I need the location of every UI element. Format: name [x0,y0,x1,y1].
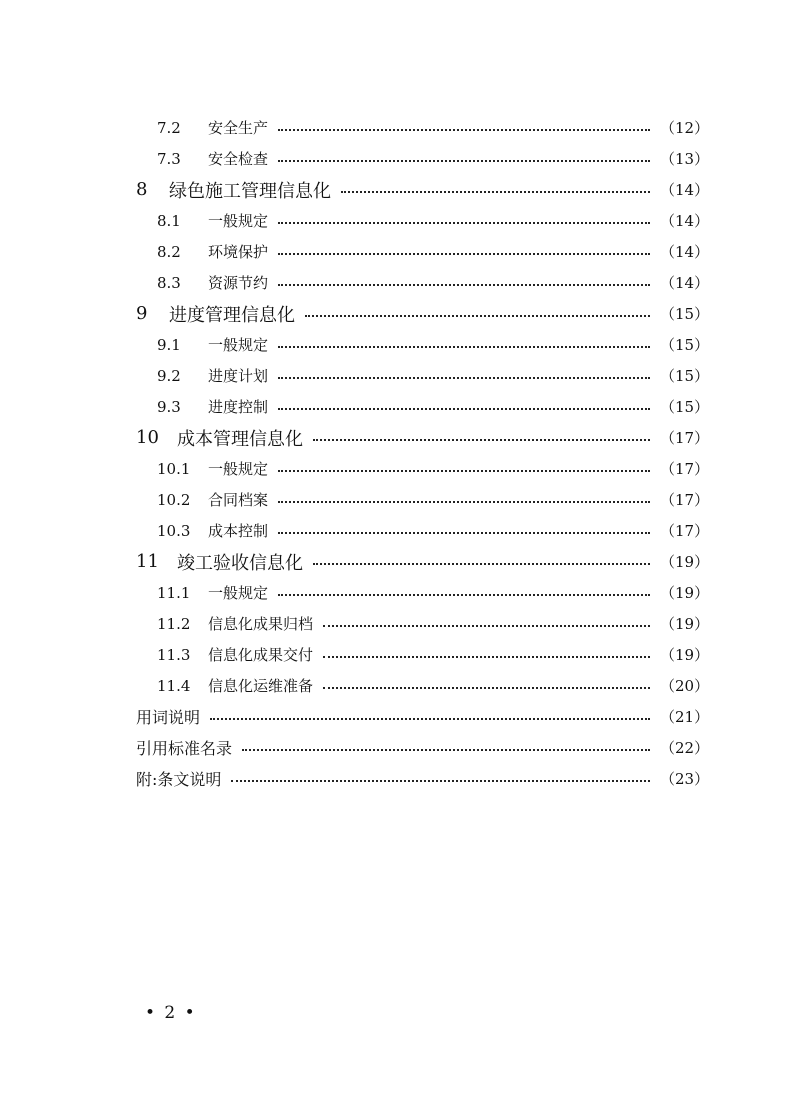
toc-entry[interactable] [136,608,708,639]
toc-entry-page: （21） [660,708,710,726]
toc-entry-page: （14） [660,274,710,292]
toc-entry[interactable] [136,143,708,174]
toc-entry-number: 9 [136,303,148,324]
toc-dot-leader [278,377,650,379]
toc-entry-page: （19） [660,615,710,633]
toc-entry-number: 10.2 [157,490,191,509]
toc-entry-number: 11.2 [157,614,191,633]
toc-entry[interactable] [136,298,708,329]
toc-entry-number: 7.2 [157,118,181,137]
toc-entry-page: （15） [660,305,710,323]
toc-entry-title: 进度管理信息化 [169,304,295,326]
toc-dot-leader [278,346,650,348]
toc-entry[interactable] [136,360,708,391]
toc-entry[interactable] [136,205,708,236]
toc-entry-page: （14） [660,181,710,199]
toc-dot-leader [210,718,650,720]
toc-dot-leader [278,532,650,534]
toc-entry-page: （22） [660,739,710,757]
toc-entry-number: 10 [136,427,159,448]
toc-entry-number: 9.1 [157,335,181,354]
toc-dot-leader [278,129,650,131]
toc-entry[interactable] [136,112,708,143]
toc-dot-leader [242,749,650,751]
toc-entry-title: 成本管理信息化 [177,428,303,450]
toc-entry-page: （14） [660,212,710,230]
toc-dot-leader [278,470,650,472]
toc-entry-page: （17） [660,522,710,540]
toc-entry-title: 环境保护 [208,243,269,261]
toc-entry[interactable] [136,546,708,577]
toc-entry-title: 进度控制 [208,398,269,416]
toc-entry-page: （17） [660,491,710,509]
toc-entry[interactable] [136,391,708,422]
toc-entry-page: （12） [660,119,710,137]
toc-entry[interactable] [136,670,708,701]
toc-entry-number: 11 [136,551,159,572]
toc-entry-title: 竣工验收信息化 [177,552,303,574]
table-of-contents [136,112,708,794]
toc-entry[interactable] [136,763,708,794]
toc-dot-leader [278,253,650,255]
toc-entry-title: 用词说明 [136,708,201,727]
toc-entry-title: 合同档案 [208,491,269,509]
toc-entry-title: 信息化运维准备 [208,677,314,695]
toc-entry[interactable] [136,267,708,298]
toc-dot-leader [323,656,650,658]
page-number: • 2 • [145,1003,197,1023]
toc-entry-number: 9.2 [157,366,181,385]
toc-entry-page: （20） [660,677,710,695]
toc-entry-title: 进度计划 [208,367,269,385]
toc-dot-leader [278,501,650,503]
toc-entry[interactable] [136,484,708,515]
toc-entry-title: 附:条文说明 [136,770,222,789]
toc-entry-number: 11.1 [157,583,191,602]
toc-dot-leader [313,563,650,565]
toc-dot-leader [278,222,650,224]
toc-entry-title: 一般规定 [208,460,269,478]
toc-entry[interactable] [136,515,708,546]
toc-entry-page: （17） [660,429,710,447]
toc-entry-page: （15） [660,367,710,385]
toc-entry-number: 11.3 [157,645,191,664]
toc-entry[interactable] [136,577,708,608]
toc-entry-number: 8.1 [157,211,181,230]
toc-entry[interactable] [136,422,708,453]
toc-entry-number: 9.3 [157,397,181,416]
toc-entry-page: （13） [660,150,710,168]
toc-entry-title: 绿色施工管理信息化 [169,180,331,202]
toc-entry[interactable] [136,639,708,670]
toc-dot-leader [278,284,650,286]
toc-entry-title: 资源节约 [208,274,269,292]
toc-entry-number: 10.3 [157,521,191,540]
toc-entry[interactable] [136,329,708,360]
toc-entry-page: （17） [660,460,710,478]
toc-entry-title: 一般规定 [208,584,269,602]
toc-entry[interactable] [136,701,708,732]
toc-dot-leader [313,439,650,441]
toc-entry[interactable] [136,236,708,267]
toc-entry-page: （19） [660,553,710,571]
toc-entry-number: 7.3 [157,149,181,168]
toc-entry-number: 8 [136,179,148,200]
toc-dot-leader [323,625,650,627]
toc-dot-leader [305,315,650,317]
toc-entry[interactable] [136,732,708,763]
toc-entry-title: 引用标准名录 [136,739,233,758]
toc-entry-page: （14） [660,243,710,261]
toc-entry-title: 成本控制 [208,522,269,540]
toc-entry-title: 信息化成果归档 [208,615,314,633]
toc-entry-page: （15） [660,398,710,416]
toc-entry[interactable] [136,453,708,484]
toc-entry-number: 8.2 [157,242,181,261]
toc-entry-number: 8.3 [157,273,181,292]
toc-dot-leader [323,687,650,689]
toc-dot-leader [278,408,650,410]
toc-entry-number: 11.4 [157,676,191,695]
toc-dot-leader [278,160,650,162]
toc-entry-title: 一般规定 [208,336,269,354]
toc-entry-title: 信息化成果交付 [208,646,314,664]
toc-dot-leader [231,780,650,782]
toc-entry-page: （15） [660,336,710,354]
toc-entry-page: （23） [660,770,710,788]
toc-dot-leader [278,594,650,596]
toc-entry-page: （19） [660,646,710,664]
toc-entry-number: 10.1 [157,459,191,478]
toc-dot-leader [341,191,650,193]
toc-entry-title: 一般规定 [208,212,269,230]
toc-entry[interactable] [136,174,708,205]
toc-entry-page: （19） [660,584,710,602]
toc-entry-title: 安全生产 [208,119,269,137]
toc-entry-title: 安全检查 [208,150,269,168]
